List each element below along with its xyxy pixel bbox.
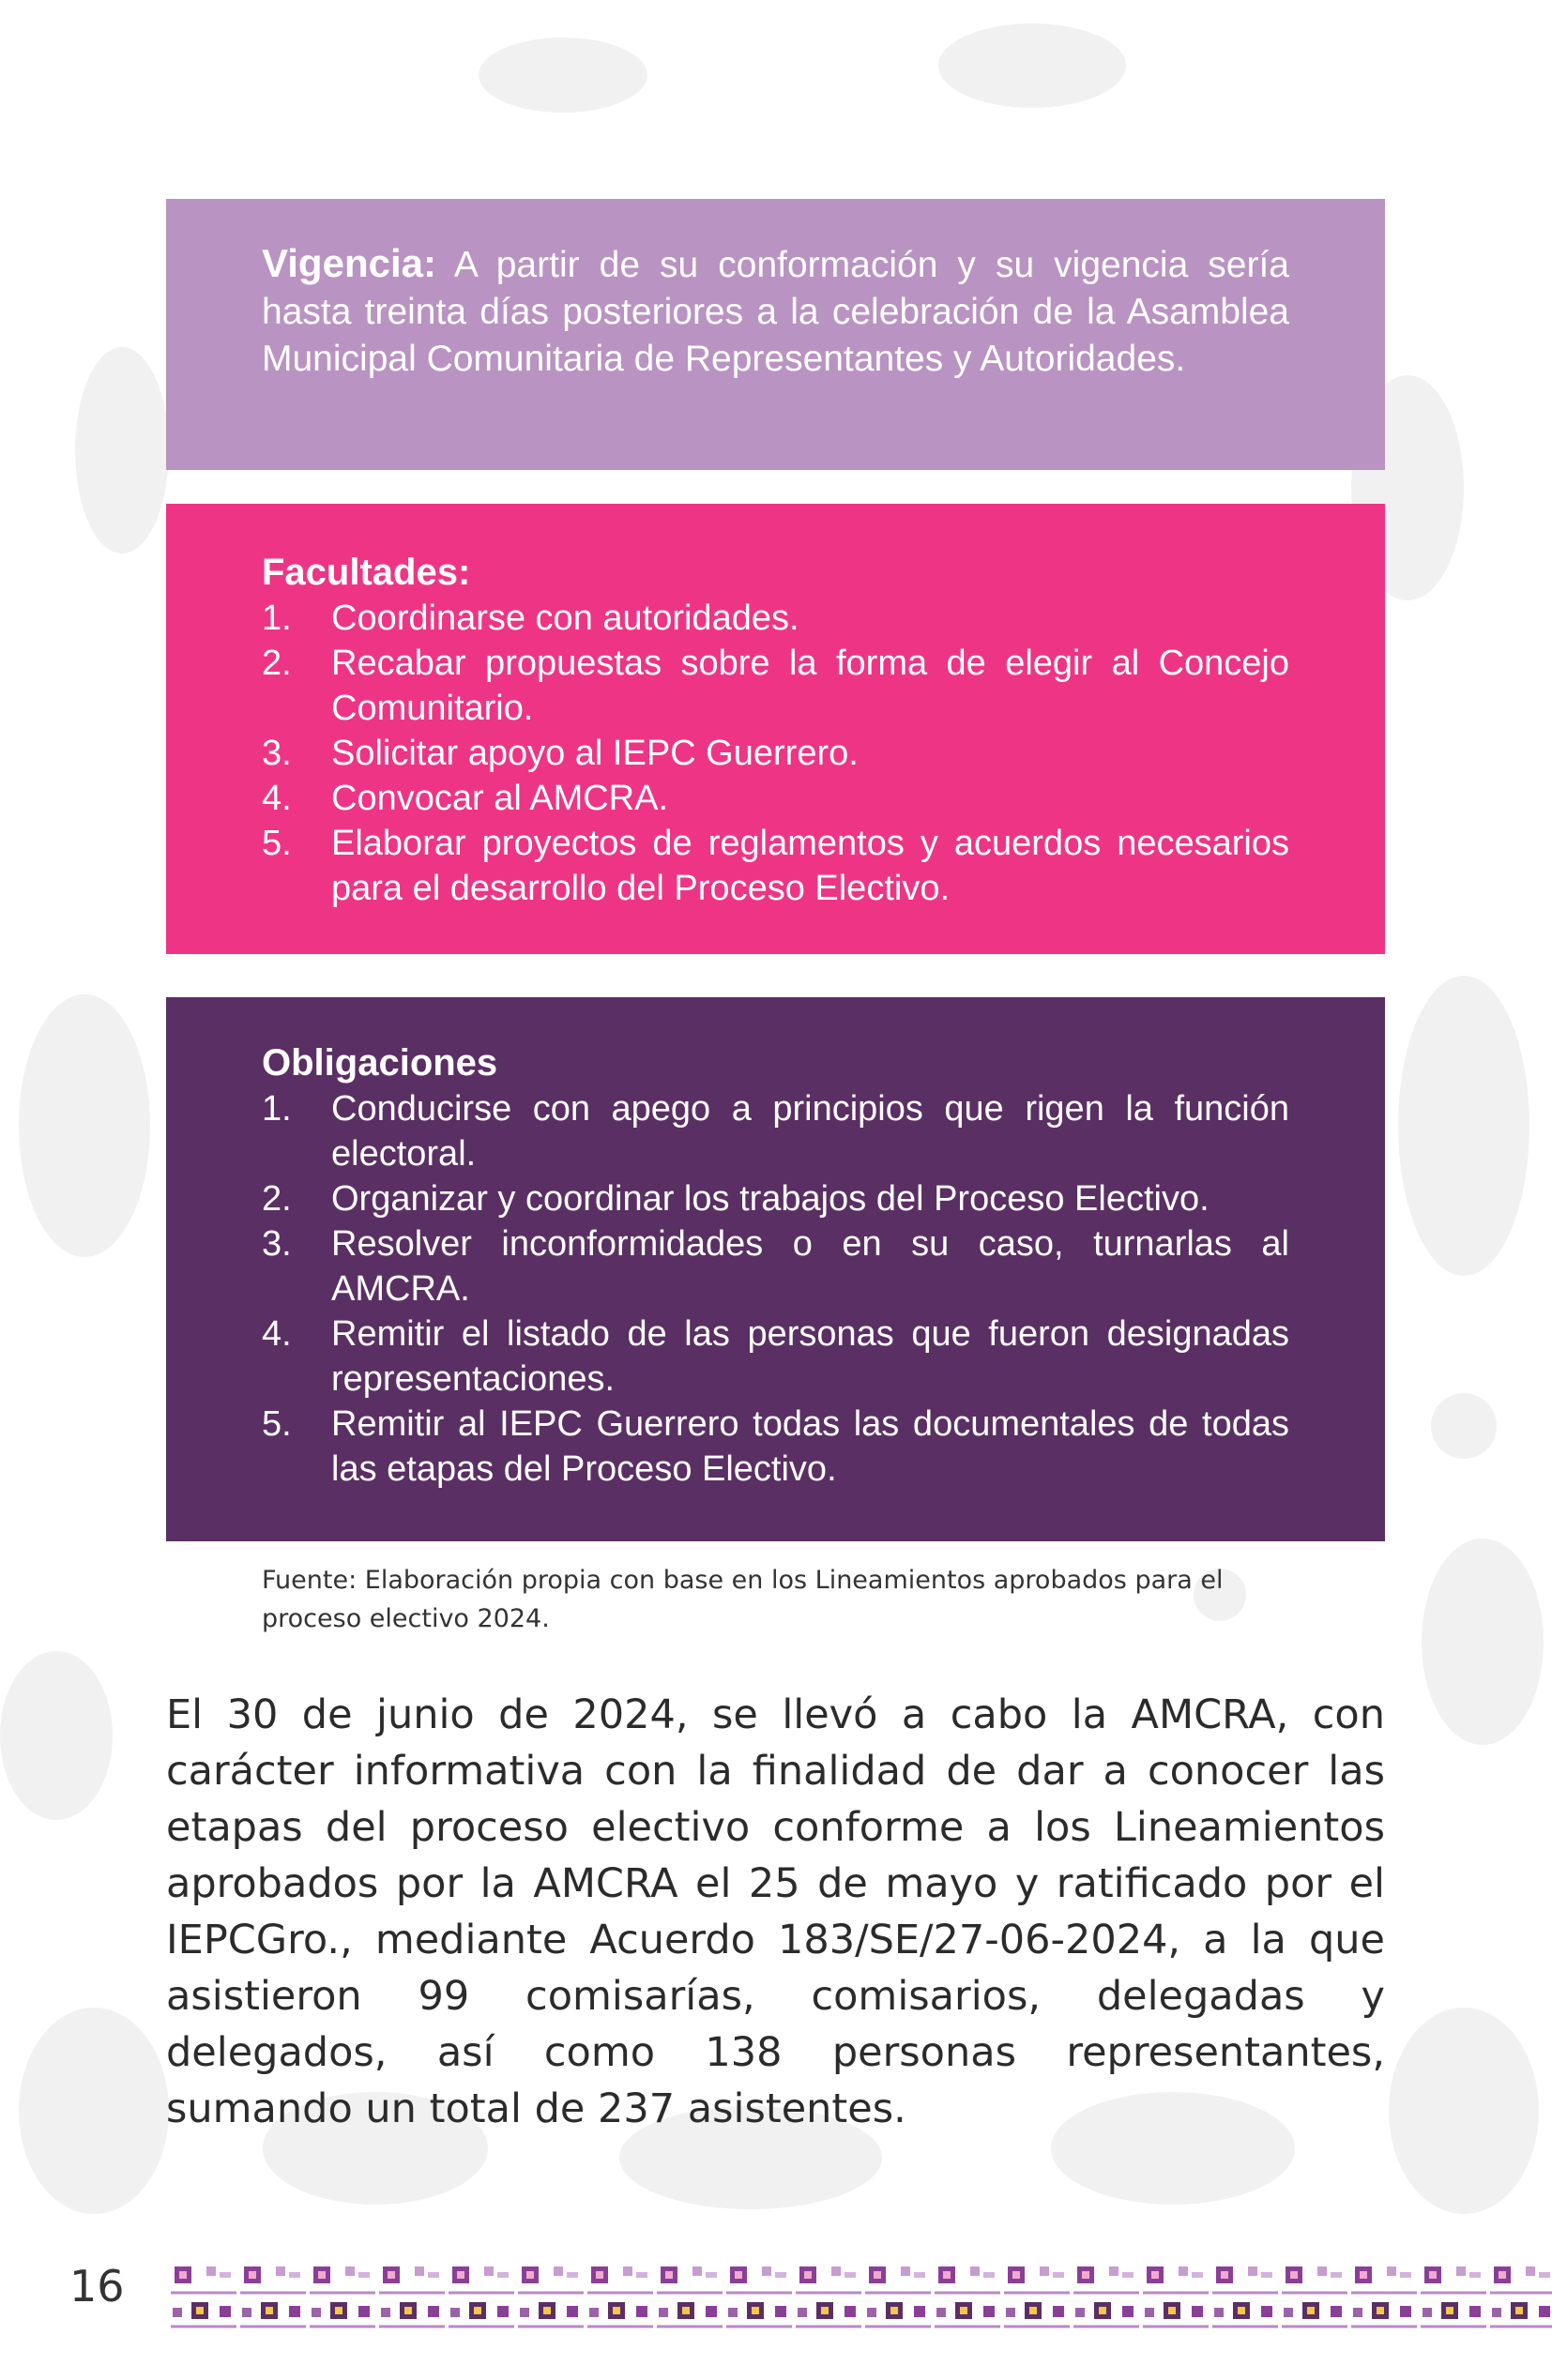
list-item <box>262 1176 1289 1221</box>
list-item <box>262 1221 1289 1311</box>
item-text: Remitir al IEPC Guerrero todas las documentales de todas las etapas del Proceso Electivo. <box>331 1404 1289 1489</box>
item-text: Resolver inconformidades o en su caso, turnarlas al AMCRA. <box>331 1224 1289 1309</box>
item-number: 1. <box>262 599 292 638</box>
list-item <box>262 1086 1289 1176</box>
item-number: 4. <box>262 1314 292 1354</box>
obligaciones-box <box>166 997 1385 1541</box>
item-number: 1. <box>262 1089 292 1129</box>
list-item <box>262 731 1289 776</box>
item-number: 4. <box>262 779 292 818</box>
obligaciones-title: Obligaciones <box>262 1042 498 1084</box>
source-note: Fuente: Elaboración propia con base en los Lineamientos aprobados para el proceso electivo 2024. <box>262 1566 1224 1633</box>
item-number: 5. <box>262 1404 292 1444</box>
list-item <box>262 776 1289 821</box>
vigencia-box <box>166 199 1385 470</box>
item-text: Organizar y coordinar los trabajos del Proceso Electivo. <box>331 1179 1210 1219</box>
vigencia-label: Vigencia: <box>262 241 436 285</box>
list-item <box>262 821 1289 911</box>
item-text: Recabar propuestas sobre la forma de elegir al Concejo Comunitario. <box>331 644 1289 728</box>
item-text: Conducirse con apego a principios que rigen la función electoral. <box>331 1089 1289 1174</box>
vigencia-paragraph <box>262 240 1289 383</box>
vigencia-text: A partir de su conformación y su vigencia sería hasta treinta días posteriores a la celebración de la Asamblea Municipal Comunitaria de Representantes y Autoridades. <box>262 245 1289 379</box>
item-text: Elaborar proyectos de reglamentos y acuerdos necesarios para el desarrollo del Proceso Electivo. <box>331 824 1289 908</box>
obligaciones-list <box>262 1086 1289 1492</box>
item-number: 3. <box>262 734 292 773</box>
list-item <box>262 1402 1289 1492</box>
list-item <box>262 1311 1289 1402</box>
facultades-box <box>166 504 1385 954</box>
facultades-list <box>262 596 1289 911</box>
item-number: 5. <box>262 824 292 863</box>
decorative-border <box>169 2259 1552 2334</box>
list-item <box>262 641 1289 731</box>
item-number: 3. <box>262 1224 292 1264</box>
item-text: Solicitar apoyo al IEPC Guerrero. <box>331 734 859 773</box>
item-text: Convocar al AMCRA. <box>331 779 669 818</box>
item-number: 2. <box>262 644 292 683</box>
facultades-title: Facultades: <box>262 552 471 593</box>
item-text: Remitir el listado de las personas que fueron designadas representaciones. <box>331 1314 1289 1399</box>
page-number: 16 <box>69 2261 125 2312</box>
body-paragraph: El 30 de junio de 2024, se llevó a cabo la AMCRA, con carácter informativa con la finalidad de dar a conocer las etapas del proceso electivo conforme a los Lineamientos aprobados por la AMCRA el 25 de mayo y ratificado por el IEPCGro., mediante Acuerdo 183/SE/27-06-2024, a la que asistieron 99 comisarías, comisarios, delegadas y delegados, así como 138 personas representantes, sumando un total de 237 asistentes. <box>166 1691 1385 2132</box>
item-number: 2. <box>262 1179 292 1219</box>
list-item <box>262 596 1289 641</box>
item-text: Coordinarse con autoridades. <box>331 599 799 638</box>
